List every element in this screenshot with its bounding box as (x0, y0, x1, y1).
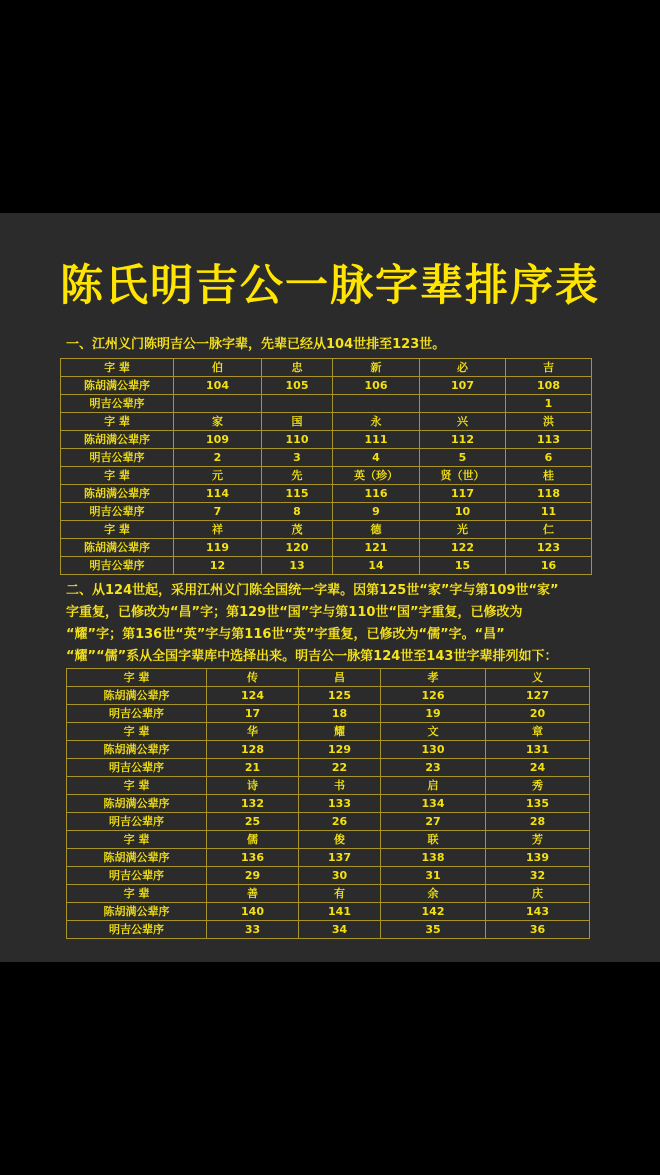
table-cell: 132 (207, 795, 299, 813)
table-cell: 11 (506, 503, 592, 521)
row-label-cell: 陈胡满公辈序 (61, 539, 174, 557)
table-cell: 贤（世） (420, 467, 506, 485)
table-cell: 108 (506, 377, 592, 395)
row-label-cell: 陈胡满公辈序 (61, 377, 174, 395)
table-row (67, 921, 590, 939)
table-row (61, 413, 592, 431)
table-cell: 21 (207, 759, 299, 777)
row-label-cell: 明吉公辈序 (67, 867, 207, 885)
table-cell: 26 (299, 813, 381, 831)
generation-table-1 (60, 358, 592, 575)
table-cell: 先 (262, 467, 333, 485)
table-cell (174, 395, 262, 413)
table-cell: 德 (333, 521, 420, 539)
table-row (61, 377, 592, 395)
row-label-cell: 明吉公辈序 (67, 813, 207, 831)
table-row (67, 831, 590, 849)
table-cell: 113 (506, 431, 592, 449)
table-row (67, 741, 590, 759)
table-cell: 忠 (262, 359, 333, 377)
table-cell: 24 (486, 759, 590, 777)
table-cell: 104 (174, 377, 262, 395)
row-label-cell: 字 辈 (67, 831, 207, 849)
section2-line: 字重复，已修改为“昌”字；第129世“国”字与第110世“国”字重复，已修改为 (66, 605, 523, 620)
table-cell: 兴 (420, 413, 506, 431)
row-label-cell: 明吉公辈序 (61, 503, 174, 521)
row-label-cell: 陈胡满公辈序 (67, 795, 207, 813)
table-cell: 134 (381, 795, 486, 813)
table-cell: 20 (486, 705, 590, 723)
row-label-cell: 陈胡满公辈序 (67, 741, 207, 759)
table-row (61, 503, 592, 521)
table-row (67, 759, 590, 777)
row-label-cell: 字 辈 (61, 413, 174, 431)
table-cell: 茂 (262, 521, 333, 539)
table-cell: 仁 (506, 521, 592, 539)
table-cell: 35 (381, 921, 486, 939)
section2-line: “耀”“儒”系从全国字辈库中选择出来。明吉公一脉第124世至143世字辈排列如下： (66, 649, 558, 664)
table-cell: 109 (174, 431, 262, 449)
table-cell: 儒 (207, 831, 299, 849)
table-cell: 129 (299, 741, 381, 759)
table-cell: 19 (381, 705, 486, 723)
table-cell: 110 (262, 431, 333, 449)
table-cell: 章 (486, 723, 590, 741)
table-cell: 永 (333, 413, 420, 431)
row-label-cell: 明吉公辈序 (61, 557, 174, 575)
table-row (67, 705, 590, 723)
table-cell: 6 (506, 449, 592, 467)
table-cell: 启 (381, 777, 486, 795)
table-cell: 34 (299, 921, 381, 939)
row-label-cell: 陈胡满公辈序 (67, 849, 207, 867)
table-cell: 107 (420, 377, 506, 395)
table-cell: 17 (207, 705, 299, 723)
table-row (61, 359, 592, 377)
table-cell: 137 (299, 849, 381, 867)
table-cell: 30 (299, 867, 381, 885)
table-cell: 4 (333, 449, 420, 467)
table-row (67, 723, 590, 741)
table-row (67, 903, 590, 921)
table-cell: 2 (174, 449, 262, 467)
table-cell: 142 (381, 903, 486, 921)
table-row (67, 849, 590, 867)
table-cell: 105 (262, 377, 333, 395)
table-cell: 孝 (381, 669, 486, 687)
table-cell: 16 (506, 557, 592, 575)
table-row (61, 395, 592, 413)
table-cell: 秀 (486, 777, 590, 795)
table-cell: 吉 (506, 359, 592, 377)
table-cell: 139 (486, 849, 590, 867)
row-label-cell: 字 辈 (61, 467, 174, 485)
table-cell: 121 (333, 539, 420, 557)
table-cell: 3 (262, 449, 333, 467)
table-cell: 116 (333, 485, 420, 503)
table-cell: 106 (333, 377, 420, 395)
table-cell: 庆 (486, 885, 590, 903)
section2-line: “耀”字；第136世“英”字与第116世“英”字重复，已修改为“儒”字。“昌” (66, 627, 505, 642)
table-cell: 7 (174, 503, 262, 521)
table-cell: 家 (174, 413, 262, 431)
table-cell: 传 (207, 669, 299, 687)
table-cell: 英（珍） (333, 467, 420, 485)
table-cell: 133 (299, 795, 381, 813)
section2-note (66, 580, 596, 668)
table-row (67, 813, 590, 831)
table-cell: 国 (262, 413, 333, 431)
table-cell: 新 (333, 359, 420, 377)
table-cell: 善 (207, 885, 299, 903)
row-label-cell: 陈胡满公辈序 (67, 687, 207, 705)
row-label-cell: 字 辈 (67, 669, 207, 687)
table-row (61, 521, 592, 539)
table-cell (420, 395, 506, 413)
table-cell: 25 (207, 813, 299, 831)
table-cell: 119 (174, 539, 262, 557)
table-cell: 115 (262, 485, 333, 503)
table-cell: 有 (299, 885, 381, 903)
table-cell: 122 (420, 539, 506, 557)
section2-line: 二、从124世起，采用江州义门陈全国统一字辈。因第125世“家”字与第109世“家” (66, 583, 559, 598)
table-cell: 23 (381, 759, 486, 777)
table-row (67, 885, 590, 903)
table-cell: 138 (381, 849, 486, 867)
table-row (67, 777, 590, 795)
table-row (67, 795, 590, 813)
table-cell: 111 (333, 431, 420, 449)
table-cell: 28 (486, 813, 590, 831)
table-cell: 124 (207, 687, 299, 705)
table-cell: 光 (420, 521, 506, 539)
table-cell: 117 (420, 485, 506, 503)
row-label-cell: 字 辈 (67, 777, 207, 795)
row-label-cell: 明吉公辈序 (67, 921, 207, 939)
table-cell: 俊 (299, 831, 381, 849)
table-row (61, 449, 592, 467)
table-cell: 诗 (207, 777, 299, 795)
table-cell: 1 (506, 395, 592, 413)
generation-table-2 (66, 668, 590, 939)
table-row (67, 687, 590, 705)
table-cell: 112 (420, 431, 506, 449)
row-label-cell: 明吉公辈序 (61, 449, 174, 467)
table-cell: 华 (207, 723, 299, 741)
table-cell: 130 (381, 741, 486, 759)
table-row (61, 485, 592, 503)
table-row (61, 467, 592, 485)
row-label-cell: 字 辈 (61, 521, 174, 539)
table-cell: 15 (420, 557, 506, 575)
table-cell: 5 (420, 449, 506, 467)
table-row (61, 557, 592, 575)
table-cell: 33 (207, 921, 299, 939)
table-cell: 9 (333, 503, 420, 521)
table-cell: 书 (299, 777, 381, 795)
table-cell: 32 (486, 867, 590, 885)
table-cell: 29 (207, 867, 299, 885)
table-cell: 义 (486, 669, 590, 687)
table-cell: 22 (299, 759, 381, 777)
row-label-cell: 字 辈 (67, 885, 207, 903)
table-cell: 143 (486, 903, 590, 921)
table-cell: 伯 (174, 359, 262, 377)
table-cell: 13 (262, 557, 333, 575)
row-label-cell: 明吉公辈序 (67, 759, 207, 777)
table-cell: 12 (174, 557, 262, 575)
table-cell: 131 (486, 741, 590, 759)
table-cell: 136 (207, 849, 299, 867)
table-row (61, 539, 592, 557)
table-cell: 126 (381, 687, 486, 705)
table-cell: 14 (333, 557, 420, 575)
table-cell: 36 (486, 921, 590, 939)
table-cell: 141 (299, 903, 381, 921)
table-cell: 135 (486, 795, 590, 813)
table-cell: 必 (420, 359, 506, 377)
table-cell: 125 (299, 687, 381, 705)
table-cell: 8 (262, 503, 333, 521)
row-label-cell: 明吉公辈序 (61, 395, 174, 413)
table-cell: 18 (299, 705, 381, 723)
table-cell: 耀 (299, 723, 381, 741)
table-cell: 31 (381, 867, 486, 885)
table-cell: 27 (381, 813, 486, 831)
table-row (67, 669, 590, 687)
page-title: 陈氏明吉公一脉字辈排序表 (60, 261, 600, 311)
table-cell: 祥 (174, 521, 262, 539)
table-cell: 118 (506, 485, 592, 503)
row-label-cell: 明吉公辈序 (67, 705, 207, 723)
table-cell: 120 (262, 539, 333, 557)
table-cell: 洪 (506, 413, 592, 431)
table-row (61, 431, 592, 449)
section1-heading: 一、江州义门陈明吉公一脉字辈，先辈已经从104世排至123世。 (66, 337, 446, 352)
table-cell (262, 395, 333, 413)
table-cell: 123 (506, 539, 592, 557)
row-label-cell: 字 辈 (61, 359, 174, 377)
table-cell: 140 (207, 903, 299, 921)
table-row (67, 867, 590, 885)
row-label-cell: 陈胡满公辈序 (67, 903, 207, 921)
table-cell: 127 (486, 687, 590, 705)
table-cell: 元 (174, 467, 262, 485)
row-label-cell: 陈胡满公辈序 (61, 485, 174, 503)
table-cell: 余 (381, 885, 486, 903)
table-cell: 芳 (486, 831, 590, 849)
table-cell: 桂 (506, 467, 592, 485)
table-cell: 114 (174, 485, 262, 503)
table-cell: 10 (420, 503, 506, 521)
table-cell: 文 (381, 723, 486, 741)
table-cell (333, 395, 420, 413)
row-label-cell: 陈胡满公辈序 (61, 431, 174, 449)
table-cell: 昌 (299, 669, 381, 687)
table-cell: 128 (207, 741, 299, 759)
table-cell: 联 (381, 831, 486, 849)
row-label-cell: 字 辈 (67, 723, 207, 741)
